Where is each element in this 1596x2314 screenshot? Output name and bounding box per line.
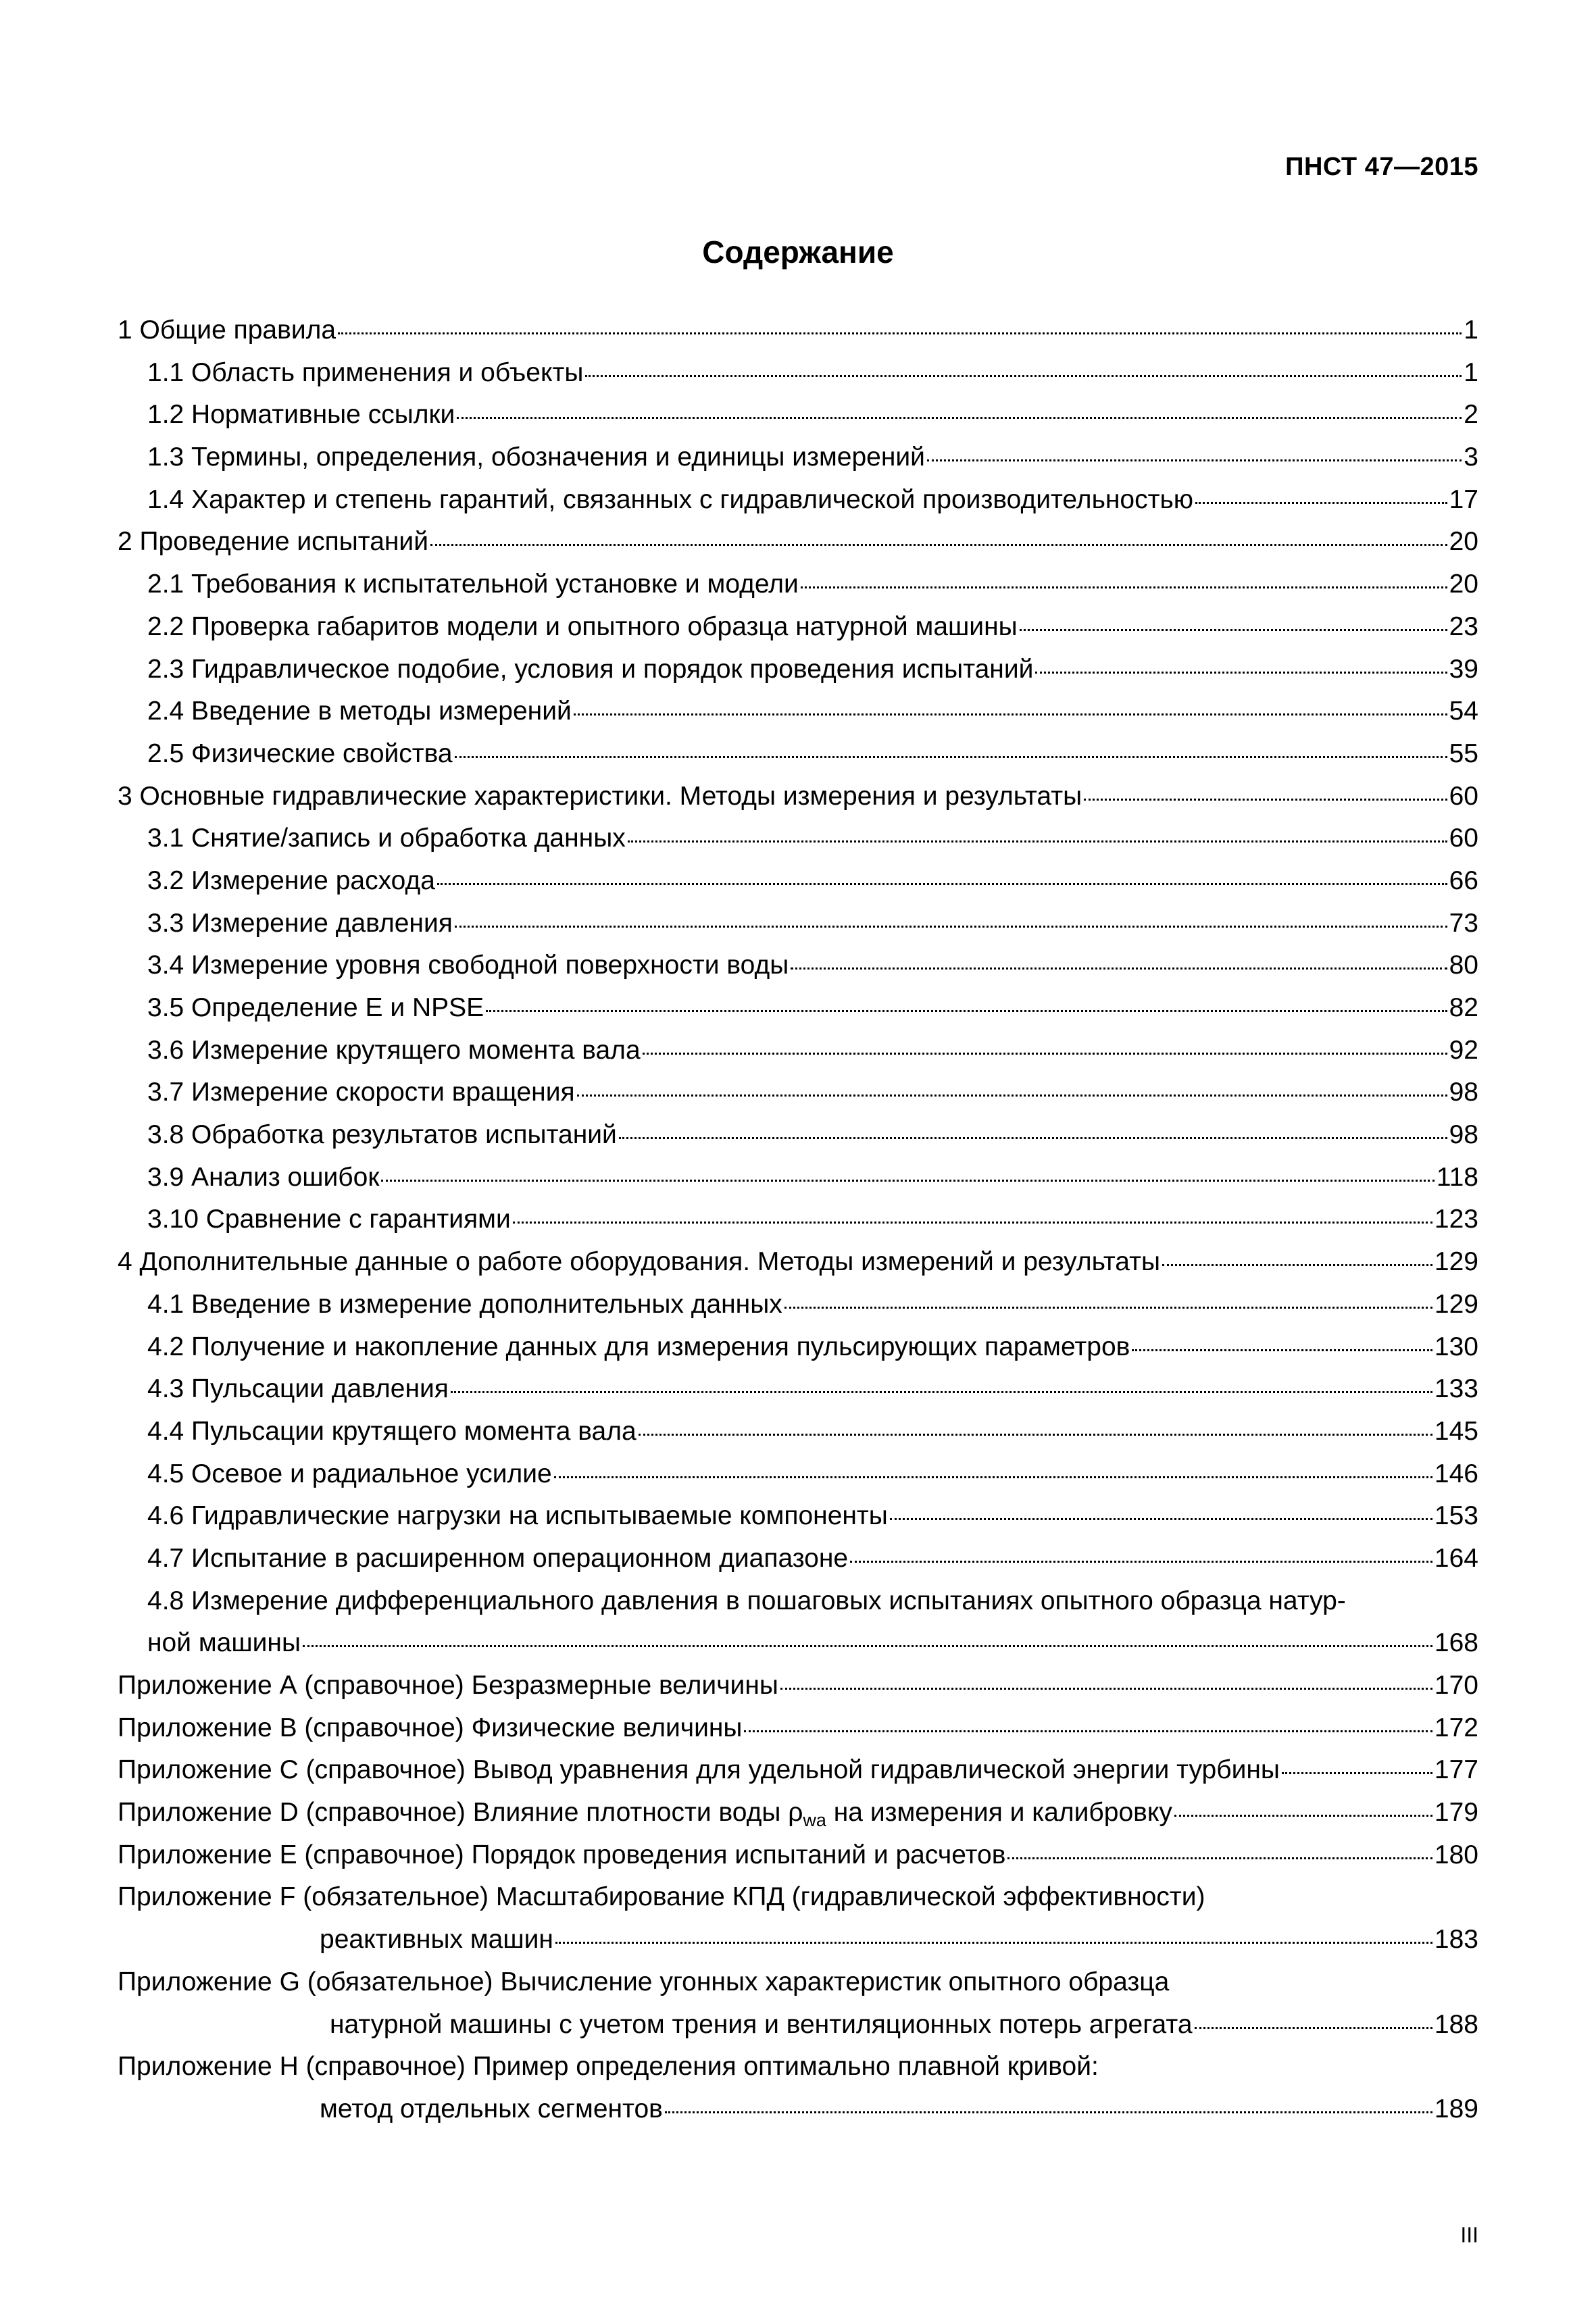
toc-entry-text: 3.6 Измерение крутящего момента вала (147, 1035, 641, 1065)
toc-entry[interactable] (118, 1368, 1478, 1411)
toc-entry[interactable] (118, 1411, 1478, 1453)
toc-entry-text: 2 Проведение испытаний (118, 527, 429, 557)
toc-entry-title (118, 1876, 1205, 1919)
toc-page-number: 168 (1434, 1628, 1478, 1658)
toc-entry-title (320, 1919, 553, 1961)
toc-entry[interactable] (118, 2004, 1478, 2046)
toc-page-number: 130 (1434, 1332, 1478, 1361)
toc-entry-title (147, 1622, 301, 1665)
toc-entry[interactable] (118, 1284, 1478, 1326)
table-of-contents (118, 309, 1478, 2131)
toc-entry[interactable] (118, 1495, 1478, 1538)
toc-entry[interactable] (118, 1834, 1478, 1877)
toc-entry-text: натурной машины с учетом трения и вентиляционных потерь агрегата (330, 2009, 1193, 2039)
toc-entry-title (118, 1665, 778, 1707)
toc-entry-text: 3.10 Сравнение с гарантиями (147, 1205, 511, 1234)
toc-entry-text: 3.9 Анализ ошибок (147, 1162, 380, 1192)
toc-entry[interactable] (118, 1919, 1478, 1961)
toc-entry-title (118, 2046, 1099, 2088)
toc-entry-title (147, 1495, 888, 1538)
dot-leader (1195, 2027, 1432, 2029)
toc-entry-title (118, 1749, 1280, 1792)
dot-leader (457, 417, 1462, 419)
dot-leader (665, 2111, 1432, 2113)
toc-entry-title (147, 1453, 552, 1496)
toc-entry-title (147, 1199, 511, 1241)
toc-page-number: 179 (1434, 1798, 1478, 1828)
toc-entry-title (147, 1538, 848, 1580)
toc-entry-title (147, 606, 1018, 649)
toc-page-number: 1 (1464, 357, 1478, 387)
toc-entry[interactable] (118, 479, 1478, 522)
toc-page-number: 20 (1449, 570, 1478, 599)
dot-leader (1007, 1857, 1432, 1859)
dot-leader (1084, 799, 1447, 801)
dot-leader (555, 1942, 1432, 1944)
toc-page-number: 189 (1434, 2094, 1478, 2123)
toc-entry-title (147, 479, 1193, 522)
toc-page-number: 73 (1449, 908, 1478, 938)
dot-leader (381, 1180, 1434, 1182)
toc-entry[interactable] (118, 860, 1478, 903)
page-title: Содержание (702, 234, 894, 270)
toc-entry[interactable] (118, 1580, 1478, 1623)
toc-entry-title (118, 1834, 1005, 1877)
toc-entry[interactable] (118, 1876, 1478, 1919)
toc-entry-title (118, 1707, 742, 1750)
toc-page-number: 39 (1449, 654, 1478, 684)
toc-entry[interactable] (118, 2046, 1478, 2088)
toc-page-number: 180 (1434, 1840, 1478, 1869)
toc-page-number: 92 (1449, 1035, 1478, 1065)
dot-leader (577, 1095, 1447, 1097)
toc-entry[interactable] (118, 606, 1478, 649)
toc-entry-title (118, 1961, 1169, 2004)
toc-entry[interactable] (118, 1961, 1478, 2004)
toc-entry-text: 4.8 Измерение дифференциального давления в пошаговых испытаниях опытного образца натур- (147, 1586, 1346, 1615)
dot-leader (585, 375, 1462, 377)
toc-page-number: 23 (1449, 611, 1478, 641)
toc-page-number: 146 (1434, 1459, 1478, 1488)
toc-entry-text: реактивных машин (320, 1925, 553, 1955)
toc-entry-title (330, 2004, 1193, 2046)
toc-page-number: 1 (1464, 316, 1478, 345)
toc-page-number: 80 (1449, 951, 1478, 980)
toc-entry-title (118, 521, 428, 563)
toc-entry[interactable] (118, 903, 1478, 945)
toc-entry-text: 3.3 Измерение давления (147, 908, 453, 938)
toc-entry-title (147, 352, 583, 395)
toc-entry-text: Приложение F (обязательное) Масштабирование КПД (гидравлической эффективности) (118, 1882, 1205, 1912)
toc-entry-text: 4.1 Введение в измерение дополнительных данных (147, 1289, 782, 1319)
toc-entry[interactable] (118, 1665, 1478, 1707)
toc-page-number: 2 (1464, 400, 1478, 430)
toc-entry[interactable] (118, 352, 1478, 395)
toc-entry-text: 4.5 Осевое и радиальное усилие (147, 1459, 552, 1488)
toc-page-number: 60 (1449, 824, 1478, 853)
toc-page-number: 164 (1434, 1543, 1478, 1573)
toc-entry[interactable] (118, 1072, 1478, 1114)
toc-entry[interactable] (118, 1199, 1478, 1241)
dot-leader (1195, 502, 1447, 504)
dot-leader (554, 1476, 1432, 1478)
toc-entry-text: 2.1 Требования к испытательной установке и модели (147, 570, 799, 599)
toc-entry-text: 2.2 Проверка габаритов модели и опытного образца натурной машины (147, 611, 1018, 641)
toc-entry-title (147, 733, 453, 776)
dot-leader (486, 1010, 1447, 1012)
toc-page-number: 153 (1434, 1501, 1478, 1531)
dot-leader (801, 586, 1447, 588)
toc-entry[interactable] (118, 563, 1478, 606)
toc-entry-text: 3.4 Измерение уровня свободной поверхности воды (147, 951, 789, 980)
toc-entry-text: Приложение В (справочное) Физические величины (118, 1713, 743, 1742)
toc-page-number: 118 (1436, 1162, 1478, 1192)
toc-entry[interactable] (118, 2088, 1478, 2131)
toc-entry-title (147, 394, 455, 436)
toc-entry[interactable] (118, 1453, 1478, 1496)
toc-entry-text: 4.3 Пульсации давления (147, 1374, 449, 1404)
toc-entry-text: 3.7 Измерение скорости вращения (147, 1078, 575, 1107)
dot-leader (303, 1645, 1432, 1647)
dot-leader (1132, 1349, 1432, 1351)
toc-entry[interactable] (118, 1538, 1478, 1580)
toc-entry-title (147, 1580, 1346, 1623)
toc-entry[interactable] (118, 1792, 1478, 1834)
toc-page-number: 82 (1449, 993, 1478, 1022)
toc-page-number: 170 (1434, 1671, 1478, 1700)
toc-entry-title (147, 987, 484, 1030)
toc-page-number: 133 (1434, 1374, 1478, 1404)
dot-leader (850, 1561, 1432, 1563)
dot-leader (890, 1518, 1432, 1520)
dot-leader (619, 1137, 1447, 1139)
document-code: ПНСТ 47—2015 (1285, 153, 1478, 181)
dot-leader (430, 544, 1447, 546)
toc-entry-title (147, 1072, 575, 1114)
toc-entry-text: 1.4 Характер и степень гарантий, связанных с гидравлической производительностью (147, 484, 1194, 514)
toc-page-number: 60 (1449, 781, 1478, 811)
toc-page-number: 172 (1434, 1713, 1478, 1742)
dot-leader (780, 1688, 1432, 1690)
toc-page-number: 66 (1449, 865, 1478, 895)
dot-leader (338, 332, 1462, 334)
toc-entry-text: 4.7 Испытание в расширенном операционном диапазоне (147, 1543, 849, 1573)
toc-entry-text: 2.5 Физические свойства (147, 738, 453, 768)
toc-entry-title (147, 903, 453, 945)
toc-entry-text: Приложение H (справочное) Пример определения оптимально плавной кривой: (118, 2052, 1099, 2082)
toc-entry[interactable] (118, 1157, 1478, 1199)
toc-entry-text: 3.1 Снятие/запись и обработка данных (147, 824, 626, 853)
dot-leader (643, 1053, 1447, 1055)
toc-entry-title (147, 945, 789, 987)
toc-entry-text: Приложение D (справочное) Влияние плотности воды ρ (118, 1798, 803, 1828)
toc-entry-title (147, 1284, 782, 1326)
toc-entry[interactable] (118, 649, 1478, 691)
page-number: III (1460, 2223, 1478, 2247)
dot-leader (628, 840, 1447, 842)
toc-entry[interactable] (118, 818, 1478, 860)
dot-leader (513, 1222, 1432, 1224)
toc-entry-title (147, 860, 435, 903)
toc-page-number: 98 (1449, 1078, 1478, 1107)
toc-page-number: 54 (1449, 697, 1478, 726)
toc-entry-text: 1 Общие правила (118, 316, 336, 345)
toc-entry[interactable] (118, 436, 1478, 479)
toc-entry-text: метод отдельных сегментов (320, 2094, 663, 2123)
toc-entry[interactable] (118, 521, 1478, 563)
toc-page-number: 98 (1449, 1120, 1478, 1150)
dot-leader (437, 883, 1447, 885)
toc-entry[interactable] (118, 1707, 1478, 1750)
toc-page-number: 145 (1434, 1416, 1478, 1446)
toc-page-number: 177 (1434, 1755, 1478, 1785)
dot-leader (744, 1730, 1432, 1732)
toc-entry-title (147, 563, 799, 606)
dot-leader (784, 1307, 1432, 1309)
toc-entry[interactable] (118, 690, 1478, 733)
toc-entry-text: 3 Основные гидравлические характеристики. Методы измерения и результаты (118, 781, 1082, 811)
dot-leader (574, 713, 1447, 715)
toc-entry-title (147, 649, 1033, 691)
toc-entry-text-continued: на измерения и калибровку (826, 1798, 1172, 1828)
toc-entry[interactable] (118, 1114, 1478, 1157)
toc-page-number: 55 (1449, 738, 1478, 768)
toc-entry-title (118, 309, 336, 352)
toc-entry-text: 1.2 Нормативные ссылки (147, 400, 455, 430)
toc-entry-title (118, 776, 1082, 818)
toc-entry-text: 4.4 Пульсации крутящего момента вала (147, 1416, 637, 1446)
dot-leader (1020, 629, 1447, 631)
toc-entry-text: Приложение E (справочное) Порядок проведения испытаний и расчетов (118, 1840, 1006, 1869)
toc-entry-title (147, 1326, 1130, 1369)
toc-entry-text: 3.5 Определение E и NPSE (147, 993, 484, 1022)
dot-leader (927, 459, 1462, 461)
toc-page-number: 188 (1434, 2009, 1478, 2039)
toc-entry-title (147, 1114, 617, 1157)
toc-entry-title (118, 1792, 1172, 1834)
toc-entry[interactable] (118, 733, 1478, 776)
subscript: wa (803, 1810, 826, 1831)
toc-entry-title (147, 818, 626, 860)
toc-entry-text: 4 Дополнительные данные о работе оборудования. Методы измерений и результаты (118, 1247, 1160, 1277)
toc-entry-title (118, 1241, 1160, 1284)
toc-entry-title (147, 690, 572, 733)
toc-page-number: 183 (1434, 1925, 1478, 1955)
dot-leader (639, 1434, 1432, 1436)
dot-leader (455, 756, 1447, 758)
dot-leader (455, 926, 1447, 928)
toc-entry-text: Приложение С (справочное) Вывод уравнения для удельной гидравлической энергии турбины (118, 1755, 1280, 1785)
toc-entry-text: 3.8 Обработка результатов испытаний (147, 1120, 617, 1150)
toc-entry[interactable] (118, 945, 1478, 987)
toc-page-number: 129 (1434, 1247, 1478, 1277)
toc-entry-text: ной машины (147, 1628, 301, 1658)
toc-entry-text: 2.4 Введение в методы измерений (147, 697, 572, 726)
dot-leader (1035, 672, 1447, 674)
dot-leader (791, 967, 1447, 970)
toc-entry-text: Приложение G (обязательное) Вычисление угонных характеристик опытного образца (118, 1967, 1170, 1996)
toc-entry-text: 4.2 Получение и накопление данных для измерения пульсирующих параметров (147, 1332, 1130, 1361)
toc-entry-text: 1.1 Область применения и объекты (147, 357, 584, 387)
toc-page-number: 3 (1464, 443, 1478, 472)
dot-leader (451, 1391, 1432, 1393)
toc-entry-text: 2.3 Гидравлическое подобие, условия и порядок проведения испытаний (147, 654, 1034, 684)
toc-entry-title (147, 1411, 637, 1453)
toc-page-number: 129 (1434, 1289, 1478, 1319)
toc-entry[interactable] (118, 1030, 1478, 1072)
toc-entry-title (147, 436, 925, 479)
toc-entry[interactable] (118, 1326, 1478, 1369)
toc-page-number: 17 (1449, 484, 1478, 514)
toc-entry[interactable] (118, 1622, 1478, 1665)
toc-entry[interactable] (118, 1749, 1478, 1792)
dot-leader (1282, 1772, 1432, 1774)
toc-entry[interactable] (118, 776, 1478, 818)
toc-page-number: 20 (1449, 527, 1478, 557)
toc-entry-title (320, 2088, 663, 2131)
toc-entry[interactable] (118, 394, 1478, 436)
toc-entry[interactable] (118, 309, 1478, 352)
toc-entry-text: 1.3 Термины, определения, обозначения и единицы измерений (147, 443, 925, 472)
dot-leader (1174, 1815, 1432, 1817)
toc-entry-title (147, 1368, 449, 1411)
toc-entry-title (147, 1030, 641, 1072)
toc-entry[interactable] (118, 1241, 1478, 1284)
dot-leader (1162, 1264, 1432, 1266)
toc-entry-text: 3.2 Измерение расхода (147, 865, 435, 895)
toc-entry-text: 4.6 Гидравлические нагрузки на испытываемые компоненты (147, 1501, 888, 1531)
toc-entry-text: Приложение А (справочное) Безразмерные величины (118, 1671, 778, 1700)
toc-entry-title (147, 1157, 379, 1199)
toc-entry[interactable] (118, 987, 1478, 1030)
toc-page-number: 123 (1434, 1205, 1478, 1234)
